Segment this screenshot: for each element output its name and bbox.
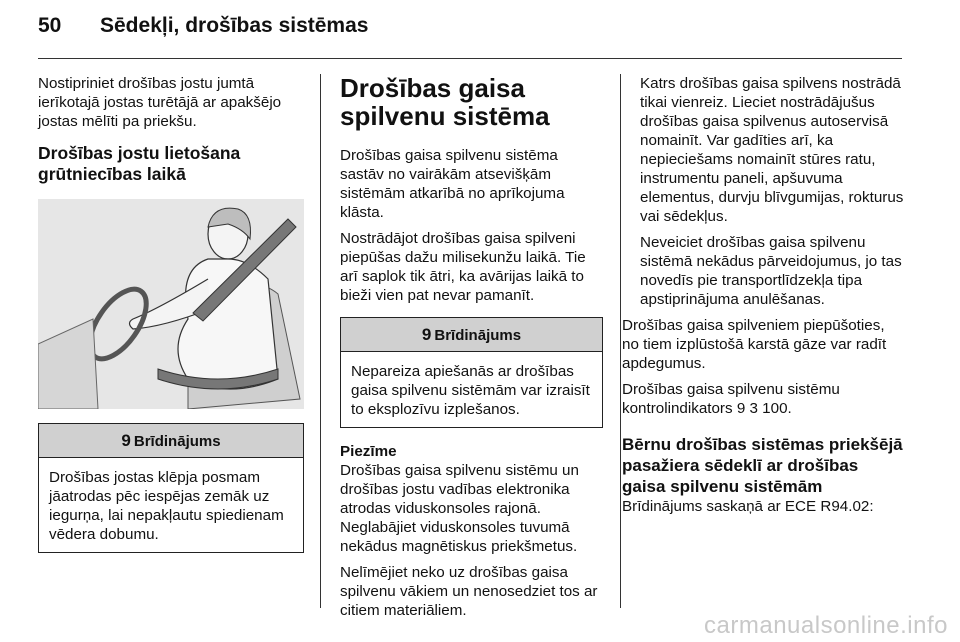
warning-icon: 9: [121, 431, 131, 450]
indented-paragraph: Katrs drošības gaisa spilvens nostrādā tikai vienreiz. Lieciet nostrādājušus drošības gaisa spilvenus autoservisā nomainīt. Var gadīties arī, ka nepieciešams nomainīt stūres ratu, instrumentu paneli, apšuvuma elementus, durvju blīvgumijas, rokturus vai sēdekļus.: [640, 75, 904, 225]
watermark: carmanualsonline.info: [704, 612, 948, 639]
airbag-indicator-icon: 9: [736, 400, 746, 417]
subheading-text: Brīdinājums saskaņā ar ECE R94.02:: [622, 498, 874, 515]
illustration-image: [38, 199, 304, 409]
column-divider: [620, 74, 621, 608]
paragraph: Drošības gaisa spilvenu sistēma sastāv no vairākām atsevišķām sistēmām atkarībā no aprīkojuma klāsta.: [340, 147, 565, 221]
intro-paragraph: Nostipriniet drošības jostu jumtā ierīkotajā jostas turētājā ar apakšējo jostas mēlīti pa priekšu.: [38, 75, 282, 130]
warning-title: Brīdinājums: [133, 433, 221, 450]
section-heading: Drošības jostu lietošana grūtniecības laikā: [38, 143, 241, 184]
main-heading: Drošības gaisa spilvenu sistēma: [340, 73, 550, 131]
column-right: [622, 74, 904, 523]
warning-box: [38, 423, 304, 553]
column-middle: [340, 74, 603, 627]
warning-header: [39, 424, 303, 458]
warning-header: [341, 318, 602, 352]
column-left: [38, 74, 304, 553]
paragraph: Nostrādājot drošības gaisa spilveni piepūšas dažu milisekunžu laikā. Tie arī saplok tik ātri, ka avārijas laikā to bieži vien pat nevar pamanīt.: [340, 230, 586, 304]
paragraph: Drošības gaisa spilveniem piepūšoties, no tiem izplūstošā karstā gāze var radīt apdegumus.: [622, 317, 887, 372]
indented-paragraph: Neveiciet drošības gaisa spilvenu sistēmā nekādus pārveidojumus, jo tas novedīs pie transportlīdzekļa tipa apstiprinājuma anulēšanas.: [640, 234, 902, 308]
warning-title: Brīdinājums: [434, 327, 522, 344]
warning-text: Drošības jostas klēpja posmam jāatrodas pēc iespējas zemāk uz iegurņa, lai nepakļautu spiedienam vēdera dobumu.: [49, 469, 284, 543]
note-paragraph: Drošības gaisa spilvenu sistēmu un drošības jostu vadības elektronika atrodas viduskonsoles rajonā. Neglabājiet viduskonsoles tuvumā nekādus magnētiskus priekšmetus.: [340, 462, 579, 555]
header-rule: [38, 58, 902, 59]
page-number: 50: [38, 14, 62, 37]
indicator-text: Drošības gaisa spilvenu sistēmu kontrolindikators: [622, 381, 840, 417]
section-heading: Bērnu drošības sistēmas priekšējā pasažiera sēdeklī ar drošības gaisa spilvenu sistēmām: [622, 435, 903, 496]
column-divider: [320, 74, 321, 608]
page-reference-link[interactable]: 3 100.: [749, 400, 792, 417]
paragraph: [622, 380, 904, 418]
warning-icon: 9: [421, 325, 432, 344]
warning-box: [340, 317, 603, 428]
page-title: Sēdekļi, drošības sistēmas: [100, 14, 369, 37]
note-label: Piezīme: [340, 443, 397, 460]
note-paragraph: Nelīmējiet neko uz drošības gaisa spilvenu vākiem un nenosedziet tos ar citiem materiāliem.: [340, 564, 598, 619]
pregnant-seatbelt-illustration: [38, 199, 304, 409]
warning-text: Nepareiza apiešanās ar drošības gaisa spilvenu sistēmām var izraisīt to eksplozīvu izplešanos.: [351, 363, 590, 418]
page-header: [38, 14, 368, 38]
